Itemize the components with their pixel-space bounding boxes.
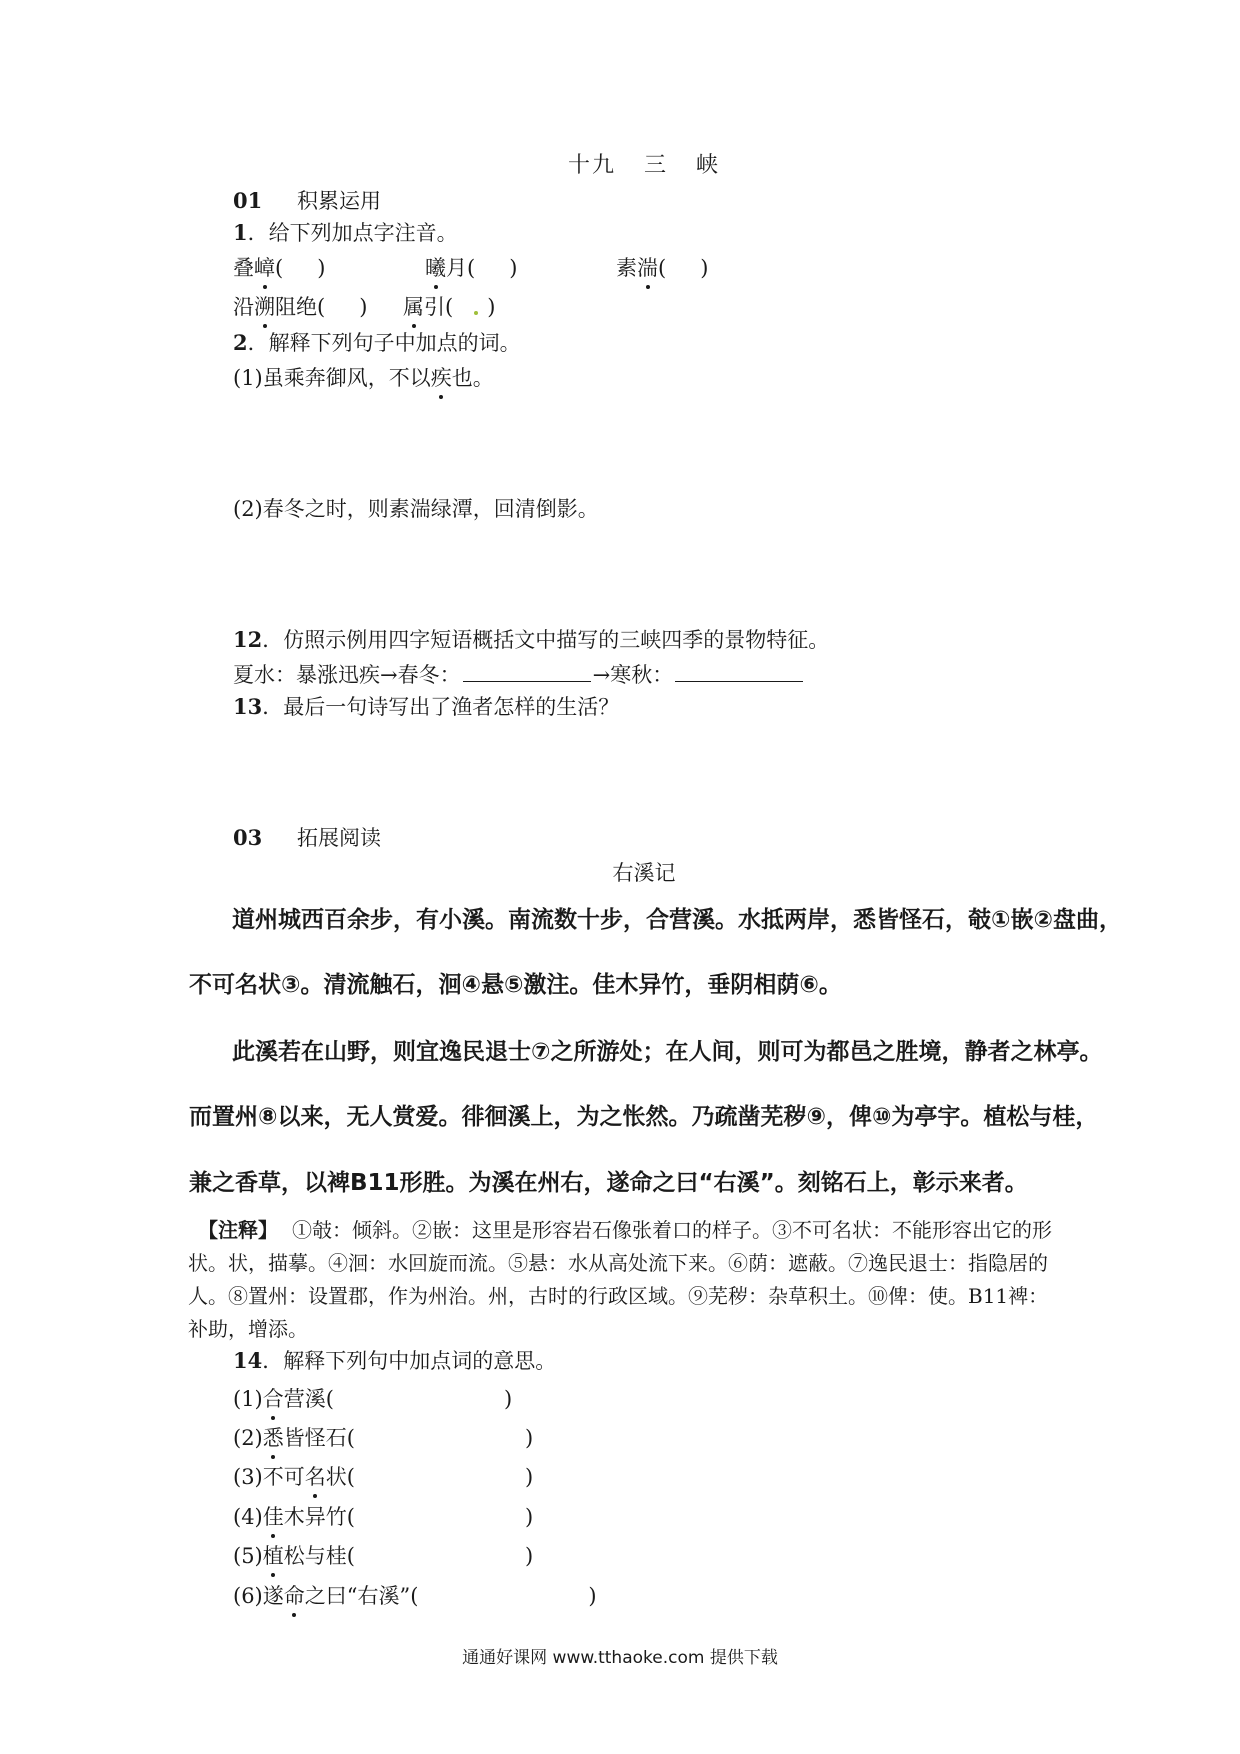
notes-text: ①攲：倾斜。②嵌：这里是形容岩石像张着口的样子。③不可名状：不能形容出它的形状。状，描摹。④洄：水回旋而流。⑤悬：水从高处流下来。⑥荫：遮蔽。⑦逸民退士：指隐居的人。⑧置州：设置郡，作为州治。州，古时的行政区域。⑨芜秽：杂草积土。⑩俾：使。B11裨：补助，增添。 <box>188 1218 1052 1341</box>
item-text: 营溪( <box>283 1387 334 1411</box>
item-text: (3)不可 <box>233 1465 305 1489</box>
q14-item <box>233 1384 512 1414</box>
stray-mark <box>474 311 478 315</box>
dotted-char: 名 <box>305 1462 326 1492</box>
passage-line: 此溪若在山野，则宜逸民退士⑦之所游处；在人间，则可为都邑之胜境，静者之林亭。 <box>232 1039 1103 1065</box>
sentence-text: (1)虽乘奔御风，不以 <box>233 366 431 390</box>
q2-sentence-2 <box>233 494 599 524</box>
dotted-char: 溯 <box>254 292 275 322</box>
dotted-char: 合 <box>263 1384 284 1414</box>
question-number: 13 <box>233 694 263 719</box>
item-text: ) <box>317 256 326 280</box>
item-text: (1) <box>233 1387 263 1411</box>
q14-item <box>233 1502 533 1532</box>
passage-notes <box>188 1214 1060 1346</box>
answer-prompt: 夏水：暴涨迅疾→春冬： <box>233 663 461 687</box>
item-text: ( <box>275 256 284 280</box>
passage-line: 兼之香草，以裨B11形胜。为溪在州右，遂命之曰“右溪”。刻铭石上，彰示来者。 <box>189 1170 1028 1196</box>
passage-title: 右溪记 <box>612 861 676 885</box>
question-13-stem <box>233 692 619 722</box>
question-14-stem <box>233 1346 556 1376</box>
item-text: 沿 <box>233 295 254 319</box>
item-text: ) <box>524 1465 534 1489</box>
title-part: 三 <box>643 153 668 178</box>
question-number: 1 <box>233 220 248 245</box>
q14-item <box>233 1541 533 1571</box>
item-text: (2) <box>233 1426 263 1450</box>
notes-label: 【注释】 <box>198 1218 278 1242</box>
item-text: ) <box>503 1387 513 1411</box>
item-text: ) <box>359 295 368 319</box>
item-text: (6)遂 <box>233 1584 284 1608</box>
item-text: (4) <box>233 1505 263 1529</box>
page-title <box>0 151 1240 181</box>
question-text: ．解释下列句子中加点的词。 <box>247 331 521 355</box>
q14-item <box>233 1423 533 1453</box>
title-part: 峡 <box>696 153 721 178</box>
answer-prompt: →寒秋： <box>592 663 674 687</box>
item-text: 阻绝( <box>275 295 326 319</box>
passage-line: 道州城西百余步，有小溪。南流数十步，合营溪。水抵两岸，悉皆怪石，攲①嵌②盘曲， <box>232 907 1122 933</box>
dotted-char: 悉 <box>263 1423 284 1453</box>
q12-answer-line <box>233 660 805 690</box>
question-text: ．仿照示例用四字短语概括文中描写的三峡四季的景物特征。 <box>262 628 830 652</box>
dotted-char: 湍 <box>637 253 658 283</box>
q1-item <box>233 253 325 283</box>
question-2-stem <box>233 328 521 358</box>
q1-item <box>616 253 708 283</box>
title-part: 十九 <box>567 153 616 178</box>
sentence-text: 也。 <box>451 366 494 390</box>
item-text: 引( <box>424 295 454 319</box>
section-label: 拓展阅读 <box>297 826 381 850</box>
question-1-stem <box>233 218 458 248</box>
item-text: ( <box>658 256 667 280</box>
item-text: ) <box>524 1544 534 1568</box>
dotted-char: 命 <box>284 1581 305 1611</box>
sentence-text: (2)春冬之时，则素湍绿潭，回清倒影。 <box>233 497 599 521</box>
dotted-char: 疾 <box>431 363 452 393</box>
passage-line: 不可名状③。清流触石，洄④悬⑤激注。佳木异竹，垂阴相荫⑥。 <box>189 972 842 998</box>
item-text: ) <box>487 295 496 319</box>
question-number: 12 <box>233 627 263 652</box>
question-text: ．解释下列句中加点词的意思。 <box>262 1349 557 1373</box>
item-text: ) <box>588 1584 597 1608</box>
item-text: ) <box>700 256 709 280</box>
q14-item <box>233 1462 533 1492</box>
question-text: ．给下列加点字注音。 <box>247 221 458 245</box>
dotted-char: 嶂 <box>254 253 275 283</box>
item-text: (5) <box>233 1544 263 1568</box>
section-heading-01 <box>233 186 381 216</box>
dotted-char: 佳 <box>263 1502 284 1532</box>
q14-item <box>233 1581 597 1611</box>
dotted-char: 属 <box>403 292 424 322</box>
item-text: 皆怪石( <box>283 1426 355 1450</box>
question-text: ．最后一句诗写出了渔者怎样的生活？ <box>262 695 620 719</box>
question-12-stem <box>233 625 829 655</box>
item-text: 状( <box>325 1465 355 1489</box>
q1-item <box>233 292 367 322</box>
section-heading-03 <box>233 823 381 853</box>
q1-item <box>425 253 517 283</box>
item-text: ) <box>509 256 518 280</box>
footer-credit: 通通好课网 www.tthaoke.com 提供下载 <box>462 1648 778 1668</box>
dotted-char: 植 <box>263 1541 284 1571</box>
item-text: 月( <box>446 256 476 280</box>
answer-blank[interactable] <box>463 663 591 682</box>
passage-line: 而置州⑧以来，无人赏爱。徘徊溪上，为之怅然。乃疏凿芜秽⑨，俾⑩为亭宇。植松与桂， <box>189 1104 1099 1130</box>
item-text: ) <box>524 1505 534 1529</box>
item-text: ) <box>524 1426 534 1450</box>
answer-blank[interactable] <box>675 663 803 682</box>
question-number: 2 <box>233 330 248 355</box>
item-text: 素 <box>616 256 637 280</box>
section-number: 03 <box>233 825 263 850</box>
item-text: 松与桂( <box>283 1544 355 1568</box>
q2-sentence-1 <box>233 363 494 393</box>
dotted-char: 曦 <box>425 253 446 283</box>
item-text: 之曰“右溪”( <box>304 1584 419 1608</box>
section-label: 积累运用 <box>297 189 381 213</box>
section-number: 01 <box>233 188 263 213</box>
question-number: 14 <box>233 1348 263 1373</box>
item-text: 叠 <box>233 256 254 280</box>
q1-item <box>403 292 495 322</box>
item-text: 木异竹( <box>283 1505 355 1529</box>
